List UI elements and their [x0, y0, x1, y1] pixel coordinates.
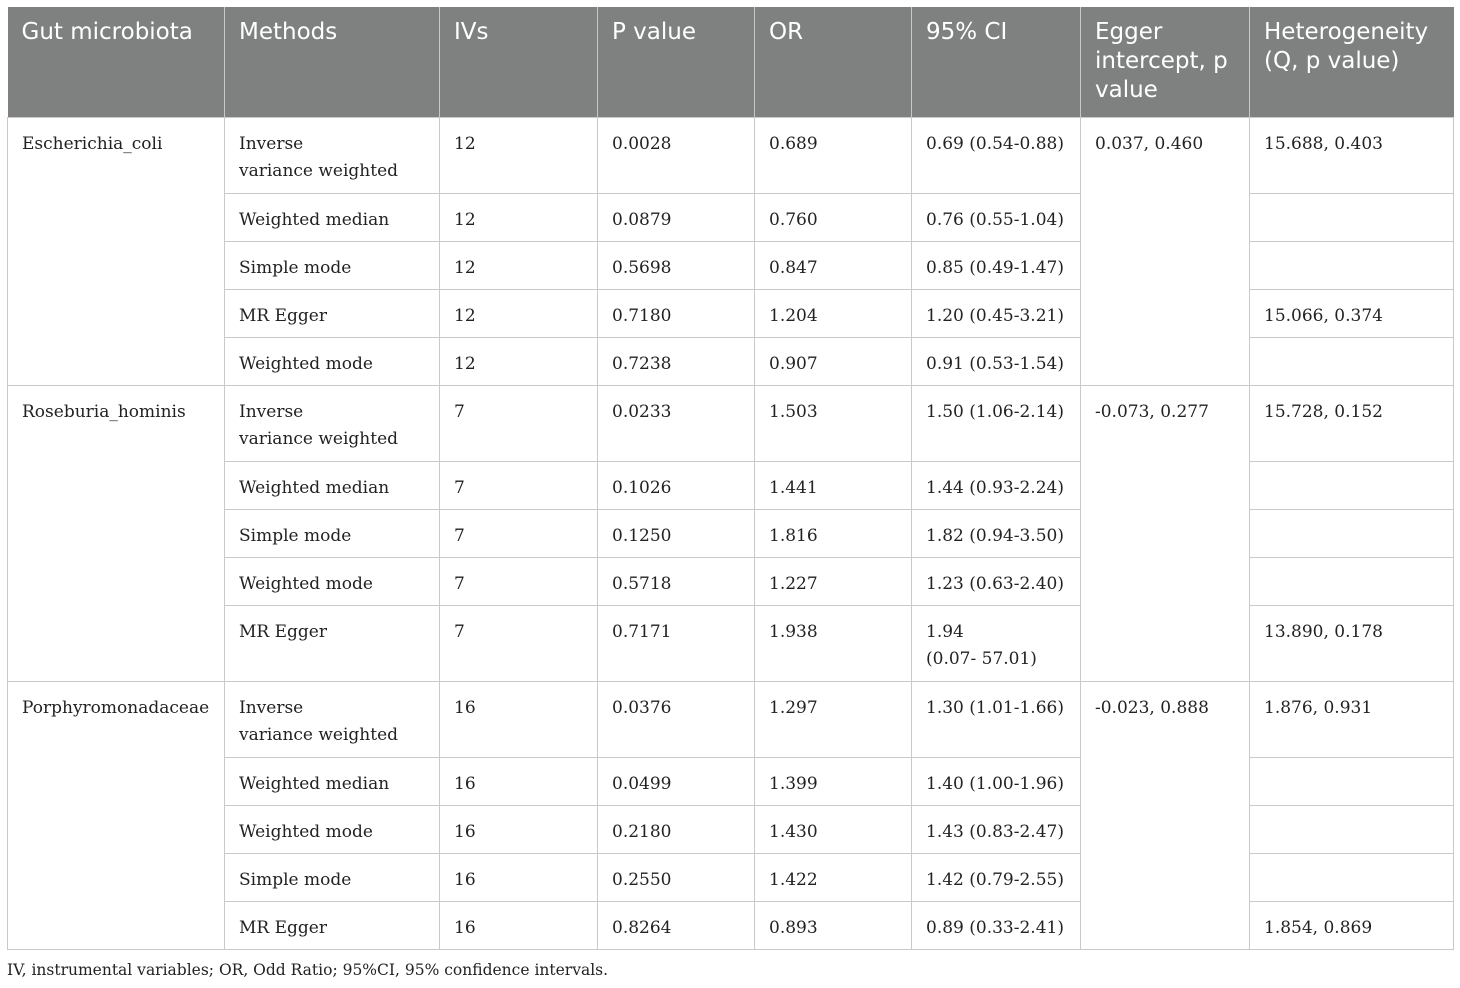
table-footnote: IV, instrumental variables; OR, Odd Ratio; 95%CI, 95% confidence intervals. [7, 961, 609, 979]
header-row [8, 7, 1454, 117]
or-cell: 1.227 [755, 557, 912, 605]
heterogeneity-cell [1250, 853, 1454, 901]
heterogeneity-cell [1250, 193, 1454, 241]
p-value-cell: 0.8264 [598, 901, 755, 949]
ivs-cell: 16 [440, 681, 598, 757]
heterogeneity-cell: 15.688, 0.403 [1250, 117, 1454, 193]
or-cell: 1.816 [755, 509, 912, 557]
ivs-cell: 7 [440, 557, 598, 605]
ivs-cell: 16 [440, 805, 598, 853]
ivs-cell: 7 [440, 509, 598, 557]
ci-cell: 1.44 (0.93-2.24) [912, 461, 1081, 509]
heterogeneity-cell [1250, 757, 1454, 805]
p-value-cell: 0.0499 [598, 757, 755, 805]
or-cell: 1.399 [755, 757, 912, 805]
table-row [8, 681, 1454, 757]
p-value-cell: 0.7238 [598, 337, 755, 385]
method-cell: Inverse variance weighted [225, 385, 440, 461]
ci-cell: 1.30 (1.01-1.66) [912, 681, 1081, 757]
method-cell: MR Egger [225, 605, 440, 681]
or-cell: 1.422 [755, 853, 912, 901]
method-cell: Weighted mode [225, 337, 440, 385]
method-cell: Weighted mode [225, 557, 440, 605]
p-value-cell: 0.0879 [598, 193, 755, 241]
method-cell: Inverse variance weighted [225, 681, 440, 757]
ci-cell: 1.20 (0.45-3.21) [912, 289, 1081, 337]
header-ivs: IVs [440, 7, 598, 117]
ivs-cell: 7 [440, 605, 598, 681]
heterogeneity-cell [1250, 557, 1454, 605]
header-95-ci: 95% CI [912, 7, 1081, 117]
ci-cell: 0.85 (0.49-1.47) [912, 241, 1081, 289]
microbiota-cell: Escherichia_coli [8, 117, 225, 385]
ci-cell: 1.43 (0.83-2.47) [912, 805, 1081, 853]
method-cell: Weighted median [225, 193, 440, 241]
p-value-cell: 0.1250 [598, 509, 755, 557]
p-value-cell: 0.0233 [598, 385, 755, 461]
method-cell: Weighted median [225, 757, 440, 805]
ci-cell: 1.82 (0.94-3.50) [912, 509, 1081, 557]
results-table [7, 7, 1454, 950]
method-cell: MR Egger [225, 901, 440, 949]
method-cell: Inverse variance weighted [225, 117, 440, 193]
method-cell: Simple mode [225, 241, 440, 289]
ivs-cell: 12 [440, 289, 598, 337]
header-egger: Egger intercept, p value [1081, 7, 1250, 117]
ivs-cell: 12 [440, 337, 598, 385]
method-cell: Simple mode [225, 509, 440, 557]
header-or: OR [755, 7, 912, 117]
heterogeneity-cell [1250, 805, 1454, 853]
p-value-cell: 0.2180 [598, 805, 755, 853]
or-cell: 0.893 [755, 901, 912, 949]
ci-cell: 1.42 (0.79-2.55) [912, 853, 1081, 901]
or-cell: 0.907 [755, 337, 912, 385]
ci-cell: 0.91 (0.53-1.54) [912, 337, 1081, 385]
ci-cell: 0.76 (0.55-1.04) [912, 193, 1081, 241]
ivs-cell: 16 [440, 901, 598, 949]
heterogeneity-cell: 1.854, 0.869 [1250, 901, 1454, 949]
heterogeneity-cell [1250, 461, 1454, 509]
ivs-cell: 7 [440, 461, 598, 509]
egger-cell: -0.023, 0.888 [1081, 681, 1250, 949]
ci-cell: 1.50 (1.06-2.14) [912, 385, 1081, 461]
ci-cell: 0.89 (0.33-2.41) [912, 901, 1081, 949]
p-value-cell: 0.7180 [598, 289, 755, 337]
table-row [8, 117, 1454, 193]
p-value-cell: 0.1026 [598, 461, 755, 509]
heterogeneity-cell [1250, 509, 1454, 557]
heterogeneity-cell: 1.876, 0.931 [1250, 681, 1454, 757]
ci-cell: 0.69 (0.54-0.88) [912, 117, 1081, 193]
header-methods: Methods [225, 7, 440, 117]
ivs-cell: 16 [440, 757, 598, 805]
or-cell: 1.297 [755, 681, 912, 757]
microbiota-cell: Porphyromonadaceae [8, 681, 225, 949]
or-cell: 1.441 [755, 461, 912, 509]
ivs-cell: 12 [440, 241, 598, 289]
ci-cell: 1.94 (0.07- 57.01) [912, 605, 1081, 681]
method-cell: Weighted mode [225, 805, 440, 853]
method-cell: MR Egger [225, 289, 440, 337]
or-cell: 0.760 [755, 193, 912, 241]
heterogeneity-cell [1250, 337, 1454, 385]
or-cell: 1.430 [755, 805, 912, 853]
or-cell: 1.938 [755, 605, 912, 681]
p-value-cell: 0.2550 [598, 853, 755, 901]
ivs-cell: 12 [440, 117, 598, 193]
p-value-cell: 0.0028 [598, 117, 755, 193]
or-cell: 0.689 [755, 117, 912, 193]
heterogeneity-cell: 15.728, 0.152 [1250, 385, 1454, 461]
p-value-cell: 0.7171 [598, 605, 755, 681]
or-cell: 1.503 [755, 385, 912, 461]
header-p-value: P value [598, 7, 755, 117]
method-cell: Weighted median [225, 461, 440, 509]
or-cell: 1.204 [755, 289, 912, 337]
ci-cell: 1.40 (1.00-1.96) [912, 757, 1081, 805]
microbiota-cell: Roseburia_hominis [8, 385, 225, 681]
egger-cell: 0.037, 0.460 [1081, 117, 1250, 385]
ivs-cell: 7 [440, 385, 598, 461]
egger-cell: -0.073, 0.277 [1081, 385, 1250, 681]
ivs-cell: 12 [440, 193, 598, 241]
heterogeneity-cell [1250, 241, 1454, 289]
heterogeneity-cell: 13.890, 0.178 [1250, 605, 1454, 681]
p-value-cell: 0.0376 [598, 681, 755, 757]
p-value-cell: 0.5718 [598, 557, 755, 605]
ci-cell: 1.23 (0.63-2.40) [912, 557, 1081, 605]
or-cell: 0.847 [755, 241, 912, 289]
p-value-cell: 0.5698 [598, 241, 755, 289]
heterogeneity-cell: 15.066, 0.374 [1250, 289, 1454, 337]
table-row [8, 385, 1454, 461]
method-cell: Simple mode [225, 853, 440, 901]
ivs-cell: 16 [440, 853, 598, 901]
header-gut-microbiota: Gut microbiota [8, 7, 225, 117]
header-heterogeneity: Heterogeneity (Q, p value) [1250, 7, 1454, 117]
